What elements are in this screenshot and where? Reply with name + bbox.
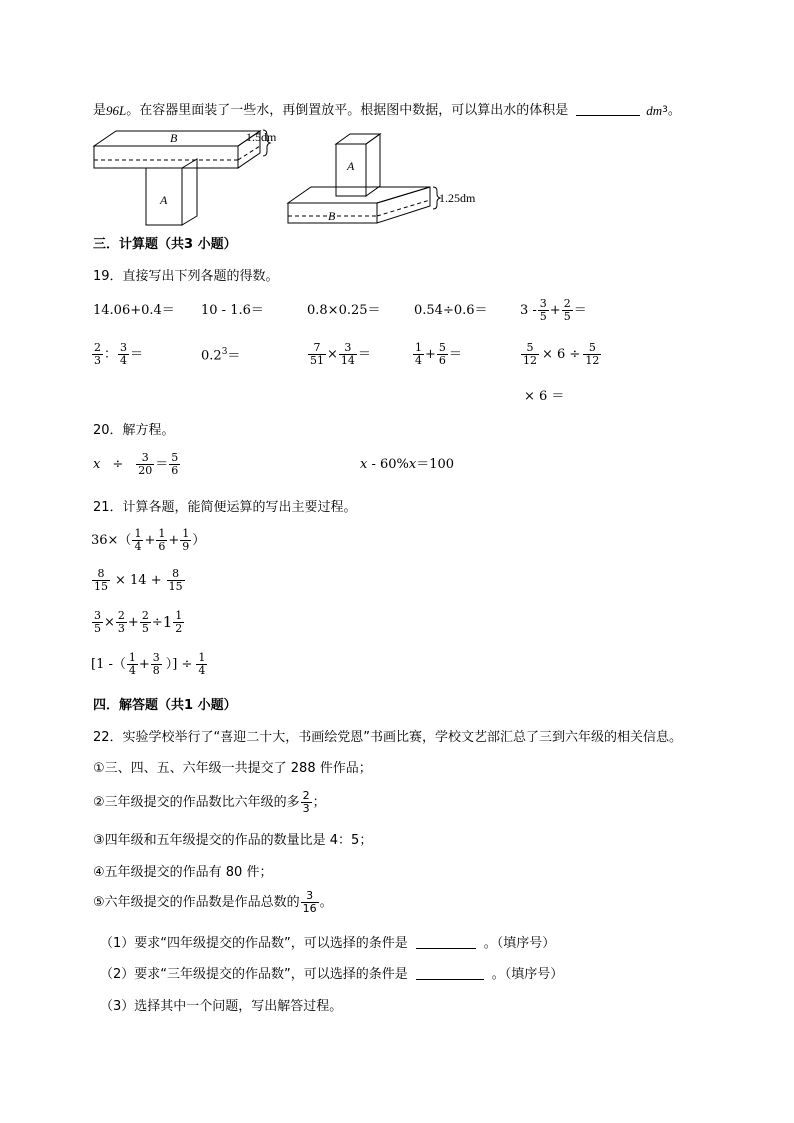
q22-part-2-blank[interactable] xyxy=(416,969,484,980)
fraction: $\frac{5}{12}$ xyxy=(523,341,537,367)
q18-volume: 96 xyxy=(106,103,120,118)
q18-text xyxy=(93,104,681,117)
fraction: $\frac{3}{8}$ xyxy=(152,651,160,677)
q22-condition-5: ⑤六年级提交的作品数是作品总数的 3 16 。 xyxy=(93,889,333,915)
fraction: 3 5 xyxy=(539,297,547,323)
q18-end: 。 xyxy=(667,103,681,118)
fraction: $\frac{2}{5}$ xyxy=(141,609,149,635)
q22-condition-3: ③四年级和五年级提交的作品的数量比是 4：5； xyxy=(93,833,373,848)
q18-unit: dm xyxy=(646,103,663,118)
q18-fig-label-b-left: B xyxy=(170,131,178,145)
q19-r1c2: 10 - 1.6＝ xyxy=(201,303,264,318)
operator: × xyxy=(104,614,115,630)
q20-eq1 xyxy=(93,452,181,476)
q18-fig-height-left: 1.5dm xyxy=(246,130,277,144)
fraction: $\frac{8}{15}$ xyxy=(168,567,183,593)
q20-eq2: x - 60%x＝100 xyxy=(360,457,455,472)
q20-title: 20．解方程。 xyxy=(93,423,175,438)
q19-r1c4: 0.54÷0.6＝ xyxy=(414,303,488,318)
fraction: $\frac{3}{14}$ xyxy=(340,341,355,367)
operator: + xyxy=(168,532,180,548)
expr-text: 36×（ xyxy=(91,532,132,548)
variable: x xyxy=(93,456,101,472)
q22-title: 22．实验学校举行了“喜迎二十大，书画绘党恩”书画比赛，学校文艺部汇总了三到六年级的相关信息。 xyxy=(93,730,683,745)
q19-r2c2: $0.2^3=$ xyxy=(201,347,241,364)
fraction: 3 16 xyxy=(302,889,317,915)
q21-expr1 xyxy=(91,528,205,552)
fraction: 2 3 xyxy=(94,341,101,367)
q22-part-2: （2）要求“三年级提交的作品数”，可以选择的条件是 。（填序号） xyxy=(100,967,564,982)
fraction: 3 4 xyxy=(120,341,128,367)
fraction: $\frac{1}{4}$ xyxy=(198,651,206,677)
operator: ： xyxy=(104,346,118,362)
q18-unit-l: L xyxy=(119,103,127,118)
fraction: $\frac{1}{6}$ xyxy=(158,527,166,553)
expr-text: × 14 + xyxy=(115,572,162,588)
q22-condition-1: ①三、四、五、六年级一共提交了 288 件作品； xyxy=(93,761,372,776)
operator: ÷ xyxy=(151,614,163,630)
fraction: $\frac{2}{5}$ xyxy=(563,297,571,323)
fraction: 1 4 xyxy=(134,527,142,553)
operator: + xyxy=(127,614,139,630)
q19-r2c3 xyxy=(307,342,371,366)
operator: × 6 ÷ xyxy=(542,346,581,362)
fraction: $\frac{5}{12}$ xyxy=(585,341,600,367)
fraction: $\frac{7}{51}$ xyxy=(310,341,324,367)
q22-part-1-blank[interactable] xyxy=(416,938,476,949)
q21-expr4 xyxy=(91,652,208,676)
q22-condition-2: ②三年级提交的作品数比六年级的多 2 3 ； xyxy=(93,789,326,815)
expr-text: [1 -（ xyxy=(91,656,126,672)
fraction: 1 4 xyxy=(415,341,422,367)
q21-expr3 xyxy=(91,610,185,634)
q19-r2c5-line2: × 6 ＝ xyxy=(524,389,565,404)
q21-expr2 xyxy=(91,568,186,592)
fraction: 5 6 xyxy=(171,451,179,477)
q19-r1c1: 14.06+0.4＝ xyxy=(93,303,175,318)
operator: ÷ xyxy=(112,456,124,472)
q18-fig-label-a-left: A xyxy=(160,193,168,207)
q19-r1c5-a: 3 - xyxy=(520,302,537,318)
q19-r2c5 xyxy=(520,342,602,366)
section-3-title: 三．计算题（共3 小题） xyxy=(93,237,237,252)
q22-part-3: （3）选择其中一个问题，写出解答过程。 xyxy=(100,999,343,1014)
q18-unit-exp: 3 xyxy=(662,105,668,115)
q18-answer-blank[interactable] xyxy=(576,105,640,116)
q19-r2c4 xyxy=(412,342,462,366)
section-4-title: 四．解答题（共1 小题） xyxy=(93,698,237,713)
fraction: $\frac{3}{5}$ xyxy=(94,609,101,635)
operator: + xyxy=(138,656,150,672)
q18-start: 是 xyxy=(93,103,107,118)
q22-part-1: （1）要求“四年级提交的作品数”，可以选择的条件是 。（填序号） xyxy=(100,936,556,951)
equals: ＝ xyxy=(130,346,144,362)
q19-r1c3: 0.8×0.25＝ xyxy=(307,303,381,318)
q18-mid: 。在容器里面装了一些水，再倒置放平。根据图中数据，可以算出水的体积是 xyxy=(126,103,569,118)
mixed-whole: 1 xyxy=(162,612,173,631)
q18-fig-label-a-right: A xyxy=(347,159,355,173)
q19-title: 19．直接写出下列各题的得数。 xyxy=(93,269,279,284)
operator: + xyxy=(425,346,436,362)
q19-r2c1 xyxy=(91,342,143,366)
operator: × xyxy=(327,346,338,362)
fraction: 1 2 xyxy=(175,609,183,635)
q21-title: 21．计算各题，能简便运算的写出主要过程。 xyxy=(93,500,357,515)
fraction: $\frac{5}{6}$ xyxy=(438,341,446,367)
equals: ＝ xyxy=(573,302,587,318)
fraction: 2 3 xyxy=(302,789,310,815)
equals: ＝ xyxy=(357,346,371,362)
equals: ＝ xyxy=(155,456,169,472)
q22-condition-4: ④五年级提交的作品有 80 件； xyxy=(93,865,273,880)
equals: ＝ xyxy=(448,346,462,362)
operator: + xyxy=(144,532,156,548)
fraction: $\frac{3}{20}$ xyxy=(138,451,153,477)
operator: + xyxy=(549,302,561,318)
q19-r1c5 xyxy=(520,298,587,322)
q18-fig-label-b-right: B xyxy=(328,209,336,223)
q18-fig-height-right: 1.25dm xyxy=(439,191,476,205)
fraction: $\frac{8}{15}$ xyxy=(94,567,108,593)
fraction: $\frac{1}{9}$ xyxy=(182,527,190,553)
fraction: $\frac{2}{3}$ xyxy=(117,609,125,635)
q18-figure xyxy=(90,124,500,230)
expr-text: ） xyxy=(192,532,206,548)
expr-text: ）] ÷ xyxy=(165,656,193,672)
fraction: 1 4 xyxy=(128,651,136,677)
